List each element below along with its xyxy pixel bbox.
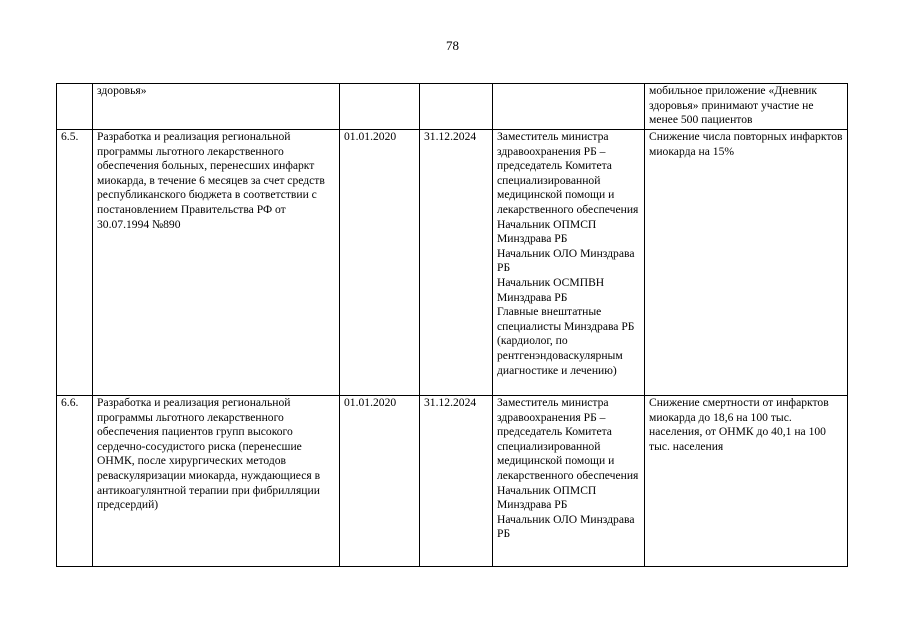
cell-responsible: Заместитель министра здравоохранения РБ – председатель Комитета специализированной медицинской помощи и лекарственного обеспечения Начальник ОПМСП Минздрава РБ Начальник ОЛО Минздрава РБ Начальник ОСМПВН Минздрава РБ Главные внештатные специалисты Минздрава РБ (кардиолог, по рентгенэндоваскулярным диагностике и лечению) bbox=[493, 130, 645, 396]
cell-end-date: 31.12.2024 bbox=[420, 396, 493, 567]
table-row bbox=[57, 396, 848, 567]
cell-number: 6.6. bbox=[57, 396, 93, 567]
page-number: 78 bbox=[446, 38, 459, 53]
cell-responsible: Заместитель министра здравоохранения РБ – председатель Комитета специализированной медицинской помощи и лекарственного обеспечения Начальник ОПМСП Минздрава РБ Начальник ОЛО Минздрава РБ bbox=[493, 396, 645, 567]
cell-result: Снижение смертности от инфарктов миокарда до 18,6 на 100 тыс. населения, от ОНМК до 40,1 на 100 тыс. населения bbox=[645, 396, 848, 567]
cell-start-date: 01.01.2020 bbox=[340, 130, 420, 396]
table-row bbox=[57, 130, 848, 396]
table-row bbox=[57, 84, 848, 130]
cell-start-date: 01.01.2020 bbox=[340, 396, 420, 567]
cell-activity: Разработка и реализация региональной программы льготного лекарственного обеспечения больных, перенесших инфаркт миокарда, в течение 6 месяцев за счет средств республиканского бюджета в соответствии с постановлением Правительства РФ от 30.07.1994 №890 bbox=[93, 130, 340, 396]
cell-number: 6.5. bbox=[57, 130, 93, 396]
cell-start-date bbox=[340, 84, 420, 130]
cell-responsible bbox=[493, 84, 645, 130]
cell-end-date bbox=[420, 84, 493, 130]
cell-result: Снижение числа повторных инфарктов миокарда на 15% bbox=[645, 130, 848, 396]
cell-activity: здоровья» bbox=[93, 84, 340, 130]
cell-number bbox=[57, 84, 93, 130]
plan-table bbox=[56, 83, 848, 567]
cell-activity: Разработка и реализация региональной программы льготного лекарственного обеспечения пациентов групп высокого сердечно-сосудистого риска (перенесшие ОНМК, после хирургических методов реваскуляризации миокарда, нуждающиеся в антикоагулянтной терапии при фибрилляции предсердий) bbox=[93, 396, 340, 567]
cell-result: мобильное приложение «Дневник здоровья» принимают участие не менее 500 пациентов bbox=[645, 84, 848, 130]
cell-end-date: 31.12.2024 bbox=[420, 130, 493, 396]
